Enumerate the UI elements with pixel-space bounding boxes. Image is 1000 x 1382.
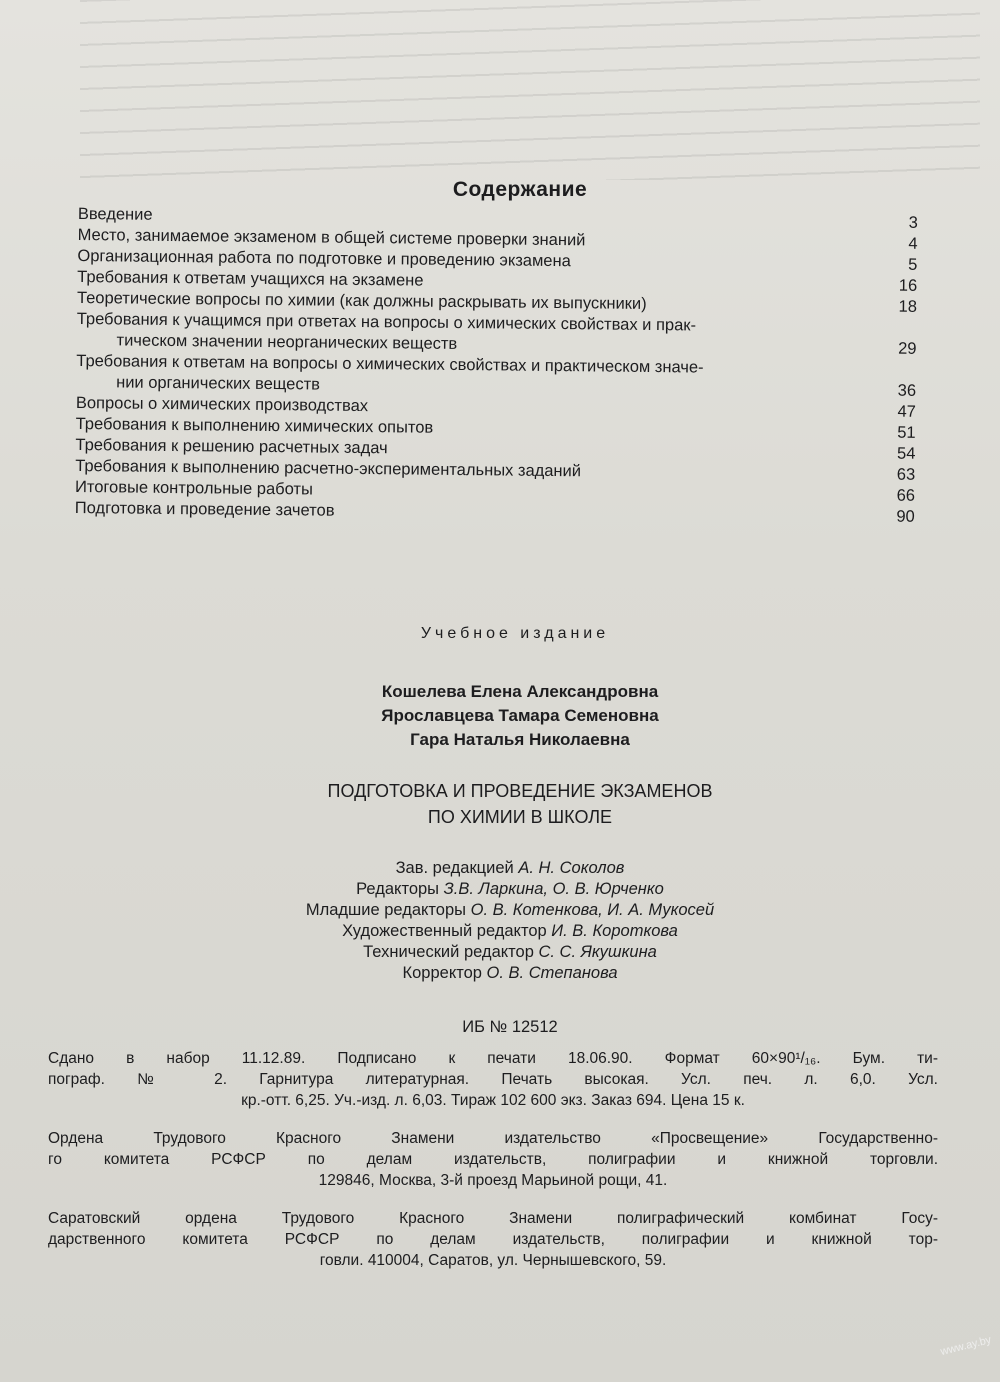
imprint-line: Ордена Трудового Красного Знамени издательство «Просвещение» Государственно- xyxy=(48,1130,938,1147)
staff-role: Зав. редакцией xyxy=(395,859,514,877)
toc-entry-label: Вопросы о химических производствах xyxy=(75,393,369,416)
staff-line xyxy=(200,858,820,879)
staff-line xyxy=(200,879,820,900)
staff-person: О. В. Степанова xyxy=(486,964,618,982)
staff-person: О. В. Котенкова, И. А. Мукосей xyxy=(470,901,715,919)
book-title-line: ПО ХИМИИ В ШКОЛЕ xyxy=(427,807,613,827)
toc-entry-label: Организационная работа по подготовке и проведению экзамена xyxy=(77,246,571,271)
editorial-staff xyxy=(200,858,820,984)
toc-entry-label: Итоговые контрольные работы xyxy=(74,477,313,499)
toc-page-number: 16 xyxy=(898,276,918,295)
book-title xyxy=(0,778,1000,830)
staff-line xyxy=(200,921,820,942)
staff-role: Корректор xyxy=(402,964,482,982)
production-details xyxy=(48,1048,938,1111)
toc-page-number: 90 xyxy=(896,507,915,526)
toc-page-number: 36 xyxy=(897,381,917,400)
toc-page-number: 3 xyxy=(908,213,918,232)
publisher-details xyxy=(48,1128,938,1191)
staff-line xyxy=(200,900,820,921)
book-title-line: ПОДГОТОВКА И ПРОВЕДЕНИЕ ЭКЗАМЕНОВ xyxy=(327,781,713,801)
show-through-text xyxy=(80,0,980,180)
staff-person: И. В. Короткова xyxy=(551,922,678,940)
toc-page-number: 63 xyxy=(896,465,916,484)
imprint-line: го комитета РСФСР по делам издательств, полиграфии и книжной торговли. xyxy=(48,1151,938,1168)
toc-page-number: 4 xyxy=(908,234,918,253)
staff-role: Младшие редакторы xyxy=(305,901,467,919)
ib-number: ИБ № 12512 xyxy=(462,1018,558,1036)
imprint-line: 129846, Москва, 3-й проезд Марьиной рощи, 41. xyxy=(318,1172,668,1189)
author-name: Кошелева Елена Александровна xyxy=(381,682,659,701)
imprint-line: кр.-отт. 6,25. Уч.-изд. л. 6,03. Тираж 102 600 экз. Заказ 694. Цена 15 к. xyxy=(241,1092,745,1109)
imprint-line: Сдано в набор 11.12.89. Подписано к печати 18.06.90. Формат 60×90¹/₁₆. Бум. ти- xyxy=(48,1050,938,1067)
staff-role: Технический редактор xyxy=(363,943,534,961)
toc-page-number: 18 xyxy=(898,297,918,316)
imprint-line: пограф. № 2. Гарнитура литературная. Печать высокая. Усл. печ. л. 6,0. Усл. xyxy=(48,1071,938,1088)
toc-entry-label: нии органических веществ xyxy=(116,373,321,394)
toc-entry-label: Требования к выполнению химических опытов xyxy=(75,414,434,437)
imprint-line: дарственного комитета РСФСР по делам издательств, полиграфии и книжной тор- xyxy=(48,1231,938,1248)
printer-details xyxy=(48,1208,938,1271)
table-of-contents xyxy=(75,204,918,528)
toc-entry-label: Теоретические вопросы по химии (как должны раскрывать их выпускники) xyxy=(76,288,647,313)
author-name: Ярославцева Тамара Семеновна xyxy=(381,706,659,725)
toc-entry-label: Введение xyxy=(77,204,153,224)
staff-person: З.В. Ларкина, О. В. Юрченко xyxy=(443,880,664,898)
toc-page-number: 47 xyxy=(897,402,916,421)
toc-entry-label: Требования к ответам учащихся на экзамене xyxy=(77,267,424,290)
staff-line xyxy=(200,963,820,984)
author-name: Гара Наталья Николаевна xyxy=(410,730,630,749)
toc-entry-label: Требования к решению расчетных задач xyxy=(75,435,388,458)
imprint-line: Саратовский ордена Трудового Красного Знамени полиграфический комбинат Госу- xyxy=(48,1210,938,1227)
staff-person: А. Н. Соколов xyxy=(518,859,625,877)
watermark: www.ay.by xyxy=(939,1333,993,1359)
staff-line xyxy=(200,942,820,963)
toc-page-number: 29 xyxy=(898,339,917,358)
toc-page-number: 51 xyxy=(897,423,916,442)
authors-block xyxy=(0,680,1000,752)
toc-page-number: 54 xyxy=(896,444,916,463)
staff-person: С. С. Якушкина xyxy=(538,943,657,961)
staff-role: Художественный редактор xyxy=(342,922,547,940)
staff-role: Редакторы xyxy=(356,880,440,898)
imprint-line: говли. 410004, Саратов, ул. Чернышевского, 59. xyxy=(319,1252,667,1269)
toc-entry-label: Место, занимаемое экзаменом в общей системе проверки знаний xyxy=(77,225,586,250)
toc-entry-label: Подготовка и проведение зачетов xyxy=(74,498,335,520)
toc-entry-label: тическом значении неорганических веществ xyxy=(116,331,458,353)
toc-page-number: 5 xyxy=(908,255,918,274)
edition-type: Учебное издание xyxy=(420,625,610,642)
toc-entry-label: Требования к выполнению расчетно-экспериментальных заданий xyxy=(75,456,582,481)
toc-page-number: 66 xyxy=(896,486,916,505)
toc-title: Содержание xyxy=(452,178,588,201)
toc-entry-label: Требования к учащимся при ответах на вопросы о химических свойствах и прак- xyxy=(76,309,697,335)
toc-entry-label: Требования к ответам на вопросы о химических свойствах и практическом значе- xyxy=(76,351,704,377)
